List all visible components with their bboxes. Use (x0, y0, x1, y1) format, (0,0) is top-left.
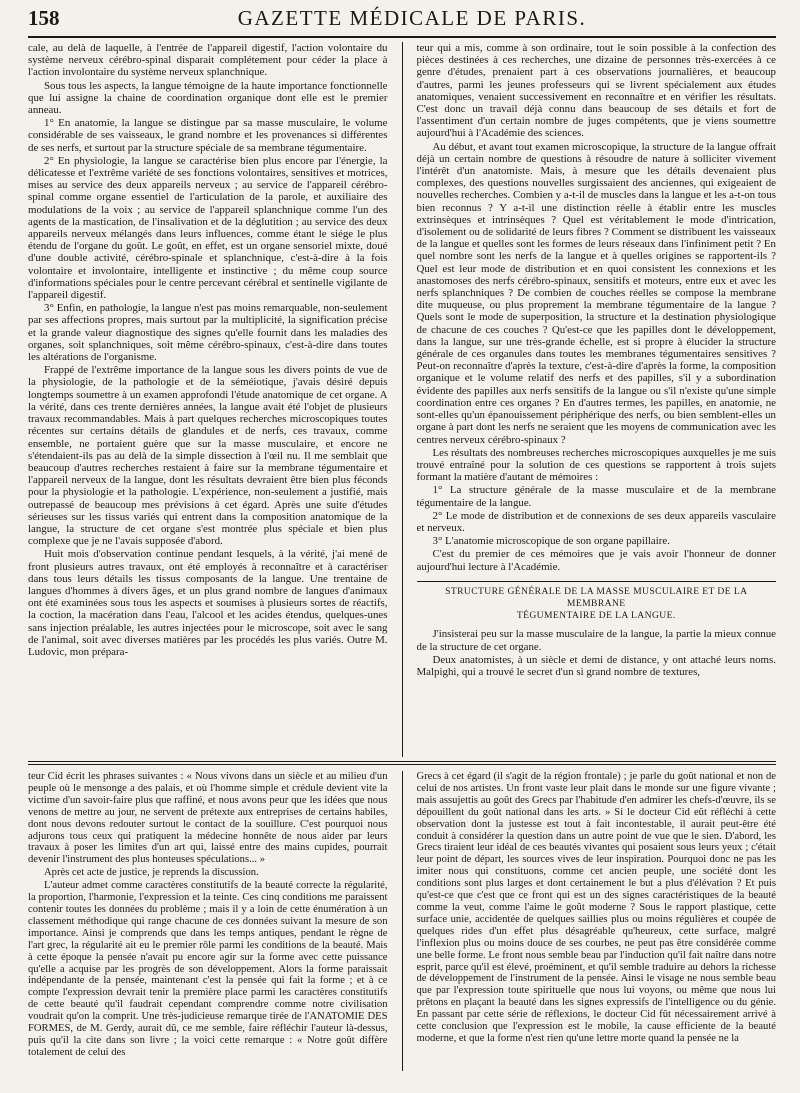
feuilleton (28, 771, 776, 1071)
section-heading-line-1: STRUCTURE GÉNÉRALE DE LA MASSE MUSCULAIRE ET DE LA MEMBRANE (445, 585, 748, 609)
feuilleton-separator (28, 764, 776, 771)
main-article (28, 42, 776, 757)
paragraph: 2° En physiologie, la langue se caractérise bien plus encore par l'énergie, la délicatesse et l'extrême variété de ses fonctions volontaires, sensitives et motrices, mises au service des deux appareils nerveux ; au service de l'appareil cérébro-spinal comme organe essentiel de l'articulation de la parole, et auxiliaire des modulations de la voix ; au service de l'appareil splanchnique comme l'un des agents de la mastication, de l'insalivation et de la déglutition ; au service des deux appareils nerveux mélangés dans leurs influences, comme étant le siége le plus étendu de l'organe du goût. Le goût, en effet, est un organe sensoriel mixte, doué d'une double activité, cérébro-spinale et splanchnique, c'est-à-dire à la fois volontaire et involontaire, intelligente et instinctive ; du même coup source d'informations spéciales pour le centre percevant cérébral et sentinelle vigilante de l'appareil digestif. (28, 154, 388, 302)
section-heading-line-2: TÉGUMENTAIRE DE LA LANGUE. (516, 610, 676, 622)
paragraph: Deux anatomistes, à un siècle et demi de distance, y ont attaché leurs noms. Malpighi, qui a trouvé le secret d'un si grand nombre de textures, (416, 653, 776, 678)
paragraph: Huit mois d'observation continue pendant lesquels, à la vérité, j'ai mené de front plusieurs autres travaux, ont été employés à reconnaître et à caractériser dans tous leurs détails les tissus composants de la langue. Une trentaine de langues d'hommes à divers âges, et un plus grand nombre de langues d'animaux ont été examinées sous tous les aspects et soumises à plusieurs sortes de réactifs, la coction, la macération dans l'eau, l'alcool et les acides étendus, quelques-unes sans injection préalable, les autres injectées pour le microscope, soit avec le sang de l'animal, soit avec diverses matières par les procédés les plus variés. Outre M. Ludovic, mon prépara- (28, 548, 388, 658)
list-item: 3° L'anatomie microscopique de son organe papillaire. (432, 535, 670, 548)
feuilleton-right-column (417, 771, 777, 1071)
list-item: 1° La structure générale de la masse musculaire et de la membrane tégumentaire de la langue. (416, 484, 776, 509)
paragraph: C'est du premier de ces mémoires que je vais avoir l'honneur de donner aujourd'hui lecture à l'Académie. (416, 548, 776, 573)
paragraph: Les résultats des nombreuses recherches microscopiques auxquelles je me suis trouvé entraîné pour la solution de ces questions se rapportent à trois sujets formant la matière d'autant de mémoires : (416, 446, 776, 484)
paragraph: Frappé de l'extrême importance de la langue sous les divers points de vue de la physiologie, de la pathologie et de la séméiotique, j'avais désiré depuis longtemps soumettre à un examen approfondi l'étude anatomique de cet organe. A la vérité, dans ces trente dernières années, la langue avait été l'objet de plusieurs travaux recommandables. Mais à part quelques recherches microscopiques toutes récentes sur certains détails de glandules et de nerfs, ces travaux, comme ensemble, ne portaient guère que sur la masse musculaire, et encore ne s'étendaient-ils pas au delà de la simple dissection à l'œil nu. Il me semblait que beaucoup d'autres recherches restaient à faire sur la membrane tégumentaire et l'appareil nerveux de la langue, dont les résultats devraient être bien plus féconds pour la physiologie et la pathologie. L'expérience, non-seulement a justifié, mais outrepassé de beaucoup mes prévisions à cet égard. Après une suite d'études sérieuses sur les tissus variés qui entrent dans la composition anatomique de la langue, la structure de cet organe s'est montrée plus spéciale et bien plus complexe que je ne l'avais supposée d'abord. (28, 364, 388, 548)
section-heading (417, 581, 777, 623)
paragraph: teur Cid écrit les phrases suivantes : « Nous vivons dans un siècle et au milieu d'un peuple où le mensonge a des palais, et où l'homme simple et crédule devient vite la victime d'un savoir-faire plus que raffiné, et nous avons peur que les idées que nous venons de mettre au jour, ne servent de prétexte aux entreprises de certains habiles, dont nous devons redouter surtout le contact de la souillure. C'est pourquoi nous adjurons tous ceux qui pratiquent la médecine honnête de nous aider par leurs travaux à poser les limites d'un art qui, laissé entre des mains cupides, pourrait devenir l'instrument des plus honteuses spéculations... » (28, 771, 388, 866)
page-number: 158 (28, 6, 60, 30)
paragraph: cale, au delà de laquelle, à l'entrée de l'appareil digestif, l'action volontaire du système nerveux cérébro-spinal disparait complétement pour céder la place à l'action involontaire du système nerveux splanchnique. (28, 42, 388, 79)
column-divider (402, 42, 403, 757)
paragraph: 1° En anatomie, la langue se distingue par sa masse musculaire, le volume considérable de ses vaisseaux, le grand nombre et les provenances si différentes de ses nerfs, et surtout par la structure spéciale de sa membrane tégumentaire. (28, 117, 388, 154)
feuilleton-separator (28, 761, 776, 762)
page-header (28, 6, 776, 38)
left-column (28, 42, 388, 757)
paragraph: teur qui a mis, comme à son ordinaire, tout le soin possible à la confection des pièces destinées à ces recherches, une dizaine de personnes très-exercées à ce genre d'études, prenaient part à ces observations journalières, et beaucoup d'autres, parmi les jeunes professeurs qui se livrent spécialement aux études anatomiques, venaient successivement en reconnaître et en vérifier les résultats. C'est donc un travail déjà connu dans beaucoup de ses détails et fort de l'assentiment d'un certain nombre de juges compétents, que je viens soumettre aujourd'hui à l'Académie des sciences. (416, 42, 776, 140)
paragraph: J'insisterai peu sur la masse musculaire de la langue, la partie la mieux connue de la structure de cet organe. (416, 628, 776, 653)
journal-title: GAZETTE MÉDICALE DE PARIS. (237, 6, 587, 30)
right-column (417, 42, 777, 757)
heading-rule (417, 581, 777, 582)
paragraph: Au début, et avant tout examen microscopique, la structure de la langue offrait déjà un certain nombre de questions à résoudre de nature à solliciter vivement l'intérêt d'un anatomiste. Mais, à mesure que les détails devenaient plus complexes, des questions nouvelles surgissaient des anciennes, qui exigeaient de nouvelles recherches. Combien y a-t-il de muscles dans la langue et les a-t-on tous bien reconnus ? Y a-t-il une distinction réelle à établir entre les muscles extrinsèques et intrinsèques ? Quel est véritablement le mode d'intrication, d'isolement ou de solidarité de leurs fibres ? Comment se distribuent les vaisseaux de la langue et quelles sont les formes de leurs réseaux dans l'infiniment petit ? En quel nombre sont les nerfs de la langue et à quelles origines se rapportent-ils ? Quel est leur mode de distribution et en quoi consistent les connexions et les anastomoses des nerfs cérébro-spinaux, sensitifs et moteurs, entre eux et avec les nerfs splanchniques ? De combien de couches réelles se compose la membrane dite muqueuse, ou plus proprement la membrane tégumentaire de la langue ? Quels sont le mode de superposition, la structure et la destination physiologique de chacune de ces couches ? Qu'est-ce que les papilles dont le développement, dans la langue, sur une très-grande échelle, est si propre à élucider la structure générale de ces organules dans toutes les membranes tégumentaires sensitives ? Peut-on reconnaître d'après la texture, c'est-à-dire d'après la forme, la composition organique et le volume relatif des nerfs et des papilles, s'il y a subordination évidente des papilles aux nerfs sensitifs de la langue ou s'il n'existe qu'une simple coordination entre ces organes ? En d'autres termes, les papilles, en anatomie, ne sont-elles qu'un épanouissement périphérique des nerfs, ou bien semblent-elles un organe à part dont les nerfs ne seraient que les moyens de communication avec les centres nerveux cérébro-spinaux ? (416, 140, 776, 446)
paragraph: Grecs à cet égard (il s'agit de la région frontale) ; je parle du goût national et non de celui de nos artistes. Un front vaste leur plait dans le monde sur une figure vivante ; mais assujettis au goût des Grecs par l'habitude d'en admirer les chefs-d'œuvre, ils se dépouillent du goût national dans les arts. » Si le docteur Cid eût réfléchi à cette observation dont la justesse est tout à fait incontestable, il aurait peut-être été conduit à considérer la question dans un autre point de vue que le sien. D'abord, les Grecs tiraient leur idéal de ces beautés vivantes qui posaient sous leurs yeux ; c'était leur point de départ, les sources vives de leur inspiration. Pourquoi donc ne pas les imiter nous qui constituons, comme cet ancien peuple, une société dont les conditions sont plus larges et dont certainement le but a plus d'élévation ? Et puis qu'est-ce que c'est que ce front qui est un des signes caractéristiques de la beauté comme la veut, comme l'aime le goût moderne ? Sous le rapport plastique, cette surface unie, accidentée de quelques saillies plus ou moins régulières et coupée de quelques rides d'un effet plus désagréable qu'heureux, cette surface, malgré l'inflexion plus ou moins douce de ses courbes, ne peut pas être considérée comme une belle forme. Le front nous semble beau par l'induction qu'il fait naître dans notre esprit, parce qu'il est élevé, proéminent, et qu'il semble traduire au dehors la richesse de développement de l'instrument de la pensée. Ainsi le visage ne nous semble beau que par l'expression toute spirituelle que nous lui voyons, ou même que nous lui prêtons en plaçant la beauté dans les signes expressifs de l'intelligence ou du génie. En passant par cette série de réflexions, le docteur Cid fût nécessairement arrivé à cette conclusion que l'expression est le mobile, la cause efficiente de la beauté moderne, et que la forme n'est rien qu'une lettre morte quand la pensée ne la (416, 771, 776, 1044)
list-item: 2° Le mode de distribution et de connexions de ses deux appareils vasculaire et nerveux. (416, 509, 776, 534)
paragraph: L'auteur admet comme caractères constitutifs de la beauté correcte la régularité, la proportion, l'harmonie, l'expression et la teinte. Ces cinq conditions me paraissent contenir toutes les données du problème ; mais il y a loin de cette énumération à un classement méthodique qui range chacune de ces données suivant la mesure de son importance. Ainsi je comprends que dans les temps antiques, pendant le règne de l'art grec, la régularité ait eu le premier rôle parmi les conditions de la beauté. Mais à cette époque la pensée n'avait pu encore agir sur la forme avec cette puissance qu'elle a acquise par les progrès de son développement. Alors la forme paraissait indépendante de la pensée, maintenant c'est la pensée qui fait la forme ; et à ce compte l'expression devrait tenir la première place parmi les caractères constitutifs de cette beauté qu'il faudrait cependant comprendre comme notre civilisation voudrait qu'on la comprit. Une très-judicieuse remarque tirée de l'ANATOMIE DES FORMES, de M. Gerdy, aurait dû, ce me semble, faire réfléchir l'auteur là-dessus, puis qu'il la cite dans son livre ; la voici cette remarque : « Notre goût diffère totalement de celui des (28, 880, 388, 1058)
feuilleton-left-column (28, 771, 388, 1071)
paragraph: Sous tous les aspects, la langue témoigne de la haute importance fonctionnelle que lui assigne la chaine de coordination organique dont elle est le premier anneau. (28, 79, 388, 117)
paragraph: Après cet acte de justice, je reprends la discussion. (44, 867, 259, 879)
paragraph: 3° Enfin, en pathologie, la langue n'est pas moins remarquable, non-seulement par ses affections propres, mais surtout par la multiplicité, la signification précise et la grande valeur diagnostique des signes qu'elle fournit dans les maladies des organes, soit splanchniques, soit même cérébro-spinaux, c'est-à-dire dans toutes les altérations de l'organisme. (28, 302, 388, 364)
column-divider (402, 771, 403, 1071)
